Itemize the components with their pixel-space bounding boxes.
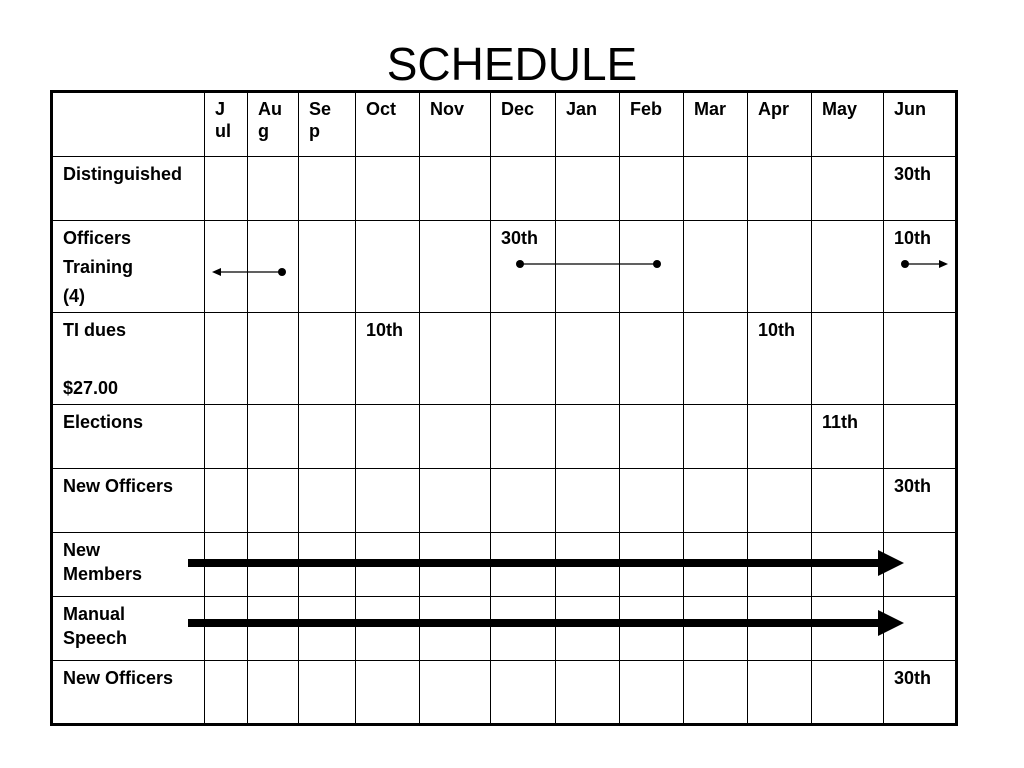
cell-officers-training-dec: 30th (501, 228, 539, 248)
header-mar: Mar (694, 99, 727, 119)
row-label-new-officers-2: New Officers (63, 668, 174, 688)
header-feb: Feb (630, 99, 663, 119)
cell-ti-dues-apr: 10th (758, 320, 796, 340)
header-nov: Nov (430, 99, 465, 119)
cell-distinguished-jun: 30th (894, 164, 932, 184)
row-label-line: Members (63, 564, 143, 584)
row-label-line: (4) (63, 286, 85, 306)
officers-training-range-dec-feb (516, 260, 661, 268)
officers-training-range-arrow-jul-aug (212, 268, 286, 276)
row-label-line: TI dues (63, 320, 127, 340)
header-aug: Au g (258, 99, 282, 141)
row-label-line: $27.00 (63, 378, 119, 398)
row-label-new-officers: New Officers (63, 476, 174, 496)
row-label-line: New (63, 540, 101, 560)
row-label-line: Speech (63, 628, 128, 648)
row-label-line: Manual (63, 604, 126, 624)
header-oct: Oct (366, 99, 397, 119)
cell-elections-may: 11th (822, 412, 859, 432)
cell-officers-training-jun: 10th (894, 228, 932, 248)
header-jun: Jun (894, 99, 927, 119)
row-label-line: Training (63, 257, 134, 277)
new-members-arrow (188, 550, 904, 576)
header-dec: Dec (501, 99, 535, 119)
cell-new-officers-2-jun: 30th (894, 668, 932, 688)
header-jul: J ul (215, 99, 231, 141)
header-sep: Se p (309, 99, 332, 141)
cell-ti-dues-oct: 10th (366, 320, 404, 340)
manual-speech-arrow (188, 610, 904, 636)
header-apr: Apr (758, 99, 789, 119)
header-jan: Jan (566, 99, 598, 119)
row-label-distinguished: Distinguished (63, 164, 183, 184)
officers-training-range-arrow-jun (901, 260, 948, 268)
row-label-line: Officers (63, 228, 132, 248)
cell-new-officers-jun: 30th (894, 476, 932, 496)
page-title: SCHEDULE (386, 38, 638, 90)
header-may: May (822, 99, 858, 119)
row-label-elections: Elections (63, 412, 144, 432)
